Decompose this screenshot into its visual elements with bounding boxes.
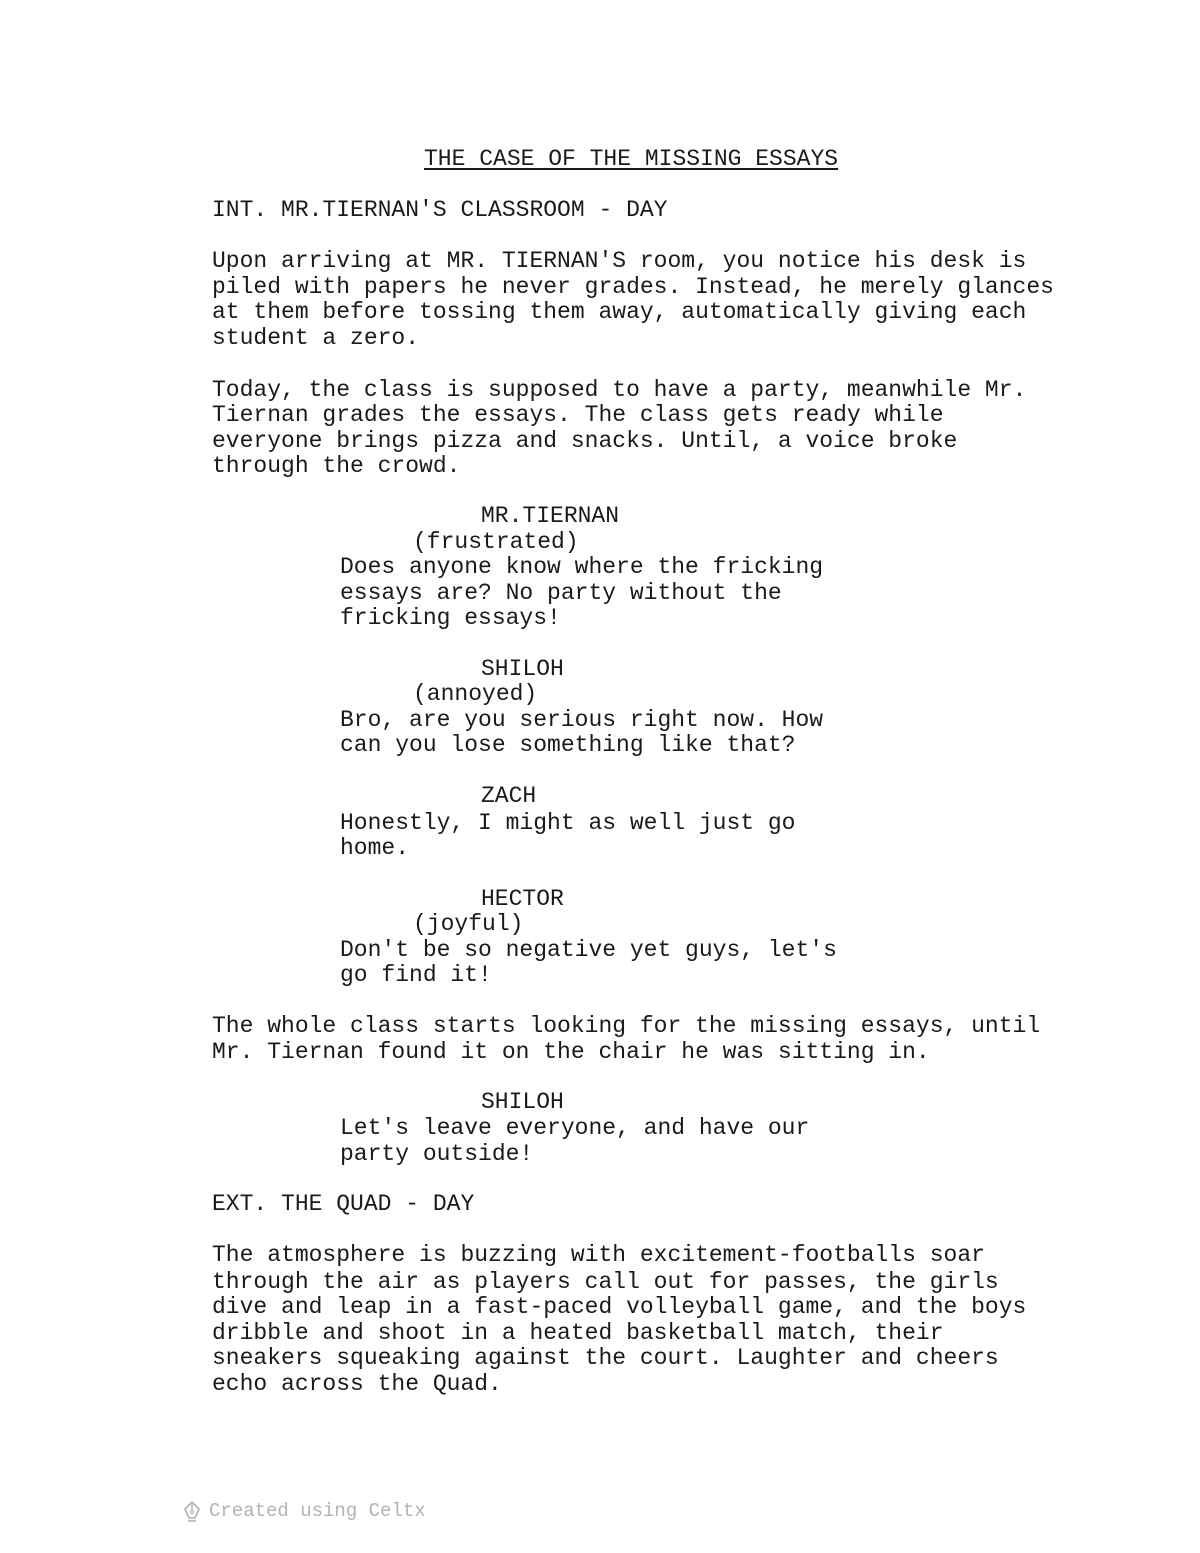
dialogue-line: Does anyone know where the fricking: [340, 554, 824, 580]
script-title: THE CASE OF THE MISSING ESSAYS: [424, 146, 839, 172]
dialogue-line: Don't be so negative yet guys, let's: [340, 936, 837, 963]
action-line: The atmosphere is buzzing with excitement-footballs soar: [212, 1242, 985, 1268]
character-name: SHILOH: [481, 1089, 564, 1115]
action-line: Tiernan grades the essays. The class gets ready while: [212, 402, 944, 428]
action-line: through the air as players call out for passes, the girls: [212, 1268, 999, 1295]
footer-text: Created using Celtx: [209, 1500, 426, 1522]
character-name: SHILOH: [481, 655, 564, 682]
dialogue-line: fricking essays!: [340, 605, 561, 631]
dialogue-line: essays are? No party without the: [340, 579, 782, 606]
action-line: student a zero.: [212, 324, 420, 351]
action-line: sneakers squeaking against the court. Laughter and cheers: [212, 1345, 999, 1371]
action-line: through the crowd.: [212, 453, 461, 479]
action-line: Upon arriving at MR. TIERNAN'S room, you notice his desk is: [212, 248, 1027, 274]
parenthetical: (annoyed): [413, 681, 538, 707]
pen-nib-icon: [183, 1501, 201, 1523]
action-line: Today, the class is supposed to have a party, meanwhile Mr.: [212, 376, 1027, 403]
action-line: at them before tossing them away, automatically giving each: [212, 299, 1027, 325]
action-line: Mr. Tiernan found it on the chair he was sitting in.: [212, 1038, 930, 1065]
character-name: MR.TIERNAN: [481, 503, 620, 529]
dialogue-line: go find it!: [340, 962, 492, 988]
action-line: echo across the Quad.: [212, 1370, 502, 1397]
dialogue-line: party outside!: [340, 1140, 534, 1167]
dialogue-line: home.: [340, 835, 410, 861]
character-name: ZACH: [481, 783, 537, 809]
dialogue-line: Let's leave everyone, and have our: [340, 1115, 810, 1141]
scene-heading: INT. MR.TIERNAN'S CLASSROOM - DAY: [212, 197, 668, 223]
character-name: HECTOR: [481, 885, 564, 912]
action-line: everyone brings pizza and snacks. Until, a voice broke: [212, 427, 958, 454]
parenthetical: (joyful): [413, 911, 524, 937]
action-line: dribble and shoot in a heated basketball match, their: [212, 1319, 944, 1346]
dialogue-line: can you lose something like that?: [340, 732, 796, 758]
action-line: The whole class starts looking for the missing essays, until: [212, 1013, 1041, 1039]
action-line: piled with papers he never grades. Instead, he merely glances: [212, 273, 1054, 300]
dialogue-line: Honestly, I might as well just go: [340, 809, 796, 836]
dialogue-line: Bro, are you serious right now. How: [340, 706, 824, 733]
scene-heading: EXT. THE QUAD - DAY: [212, 1191, 475, 1217]
footer-watermark: [183, 1499, 426, 1525]
parenthetical: (frustrated): [413, 528, 579, 555]
action-line: dive and leap in a fast-paced volleyball game, and the boys: [212, 1294, 1027, 1320]
